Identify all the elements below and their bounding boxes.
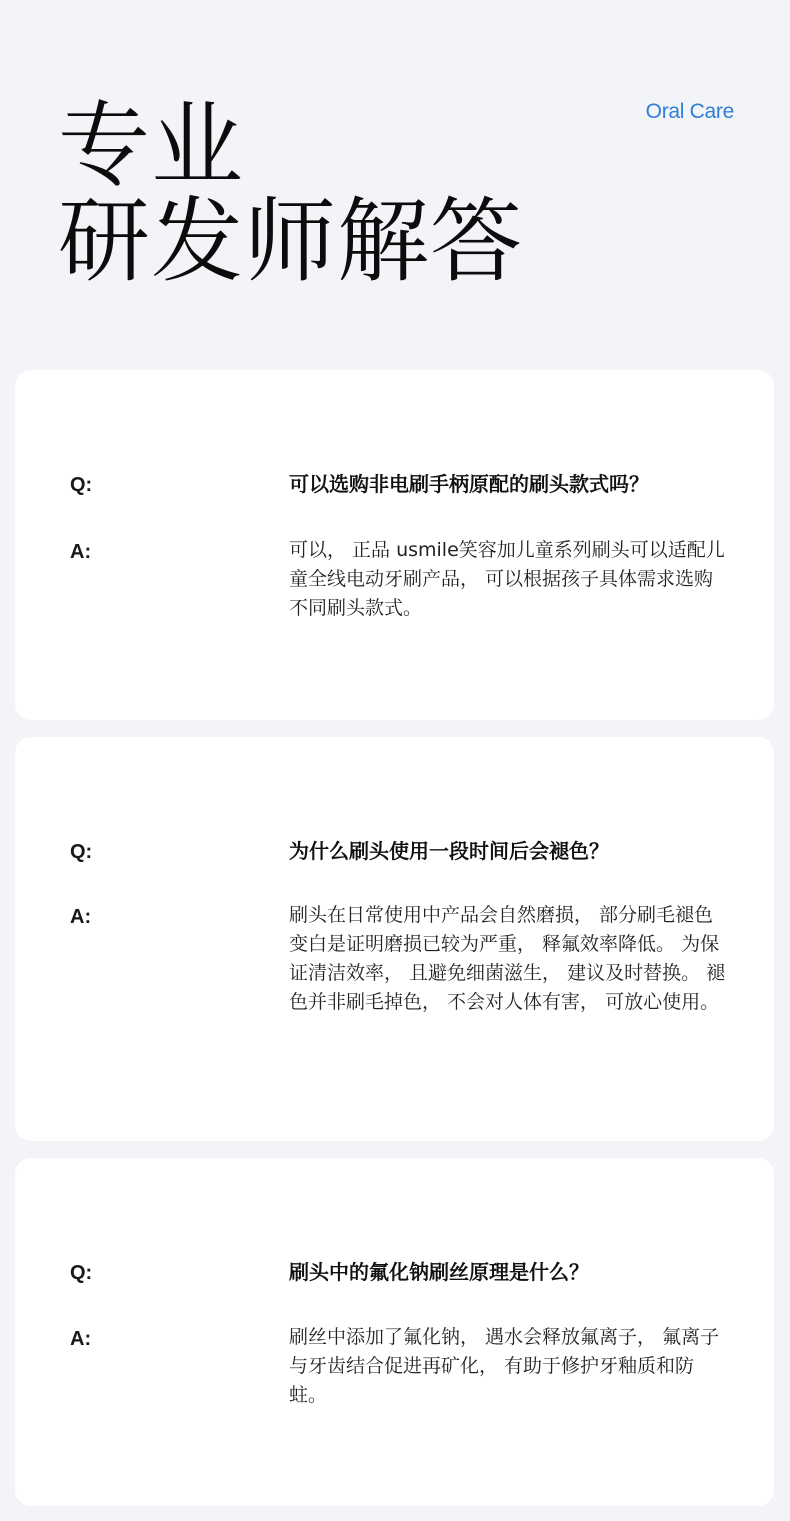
faq-question: 刷头中的氟化钠刷丝原理是什么？ (289, 1260, 589, 1284)
faq-answer: 刷头在日常使用中产品会自然磨损， 部分刷毛褪色变白是证明磨损已较为严重， 释氟效率降低。 为保证清洁效率， 且避免细菌滋生， 建议及时替换。 褪色并非刷毛掉色， 不会对人体有害， 可放心使用。 (289, 904, 726, 1013)
faq-question: 为什么刷头使用一段时间后会褪色？ (289, 839, 609, 863)
answer-label: A: (70, 1328, 92, 1350)
faq-answer: 刷丝中添加了氟化钠， 遇水会释放氟离子， 氟离子与牙齿结合促进再矿化， 有助于修护牙釉质和防蛀。 (289, 1326, 720, 1406)
faq-question: 可以选购非电刷手柄原配的刷头款式吗？ (289, 472, 649, 496)
brand-tag: Oral Care (645, 100, 734, 123)
title-line-1: 专业 (58, 92, 245, 199)
question-label: Q: (70, 1262, 93, 1284)
question-label: Q: (70, 841, 93, 863)
page-header (0, 0, 790, 360)
faq-card-1 (15, 370, 774, 720)
question-label: Q: (70, 474, 93, 496)
faq-card-3 (15, 1158, 774, 1506)
answer-label: A: (70, 906, 92, 928)
answer-label: A: (70, 541, 92, 563)
title-line-2: 研发师解答 (58, 188, 524, 295)
faq-answer: 可以， 正品 usmile笑容加儿童系列刷头可以适配儿童全线电动牙刷产品， 可以根据孩子具体需求选购不同刷头款式。 (289, 539, 725, 619)
page-title (58, 92, 524, 295)
faq-card-2 (15, 737, 774, 1141)
